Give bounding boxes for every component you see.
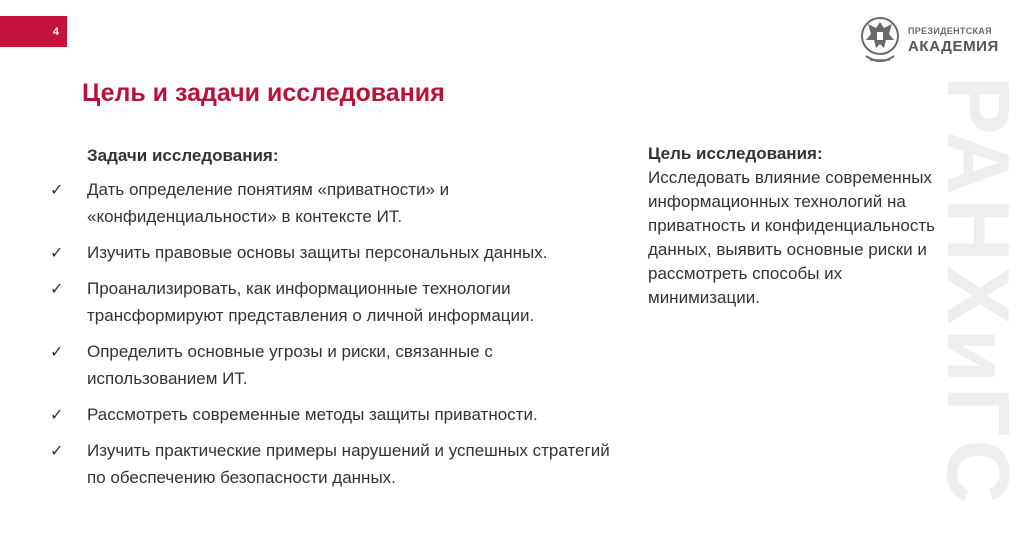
tasks-heading: Задачи исследования:: [87, 146, 279, 165]
task-item: [50, 239, 610, 266]
task-item: [50, 275, 610, 329]
double-headed-eagle-emblem-icon: [858, 12, 902, 68]
logo: [858, 10, 998, 70]
watermark: [929, 76, 1028, 539]
task-text: Изучить практические примеры нарушений и успешных стратегий по обеспечению безопасности данных.: [87, 441, 610, 487]
task-text: Дать определение понятиям «приватности» и «конфиденциальности» в контексте ИТ.: [87, 180, 450, 226]
slide-title: Цель и задачи исследования: [82, 79, 445, 107]
task-item: [50, 437, 610, 491]
logo-line-2: АКАДЕМИЯ: [908, 37, 999, 55]
task-item: [50, 176, 610, 230]
task-item: [50, 338, 610, 392]
checkmark-icon: ✓: [50, 243, 64, 262]
watermark-text: РАНХиГС: [929, 76, 1028, 508]
goal-text: Исследовать влияние современных информационных технологий на приватность и конфиденциальность данных, выявить основные риски и рассмотреть способы их минимизации.: [648, 168, 935, 307]
checkmark-icon: ✓: [50, 405, 64, 424]
checkmark-icon: ✓: [50, 342, 64, 361]
task-text: Рассмотреть современные методы защиты приватности.: [87, 405, 538, 424]
checkmark-icon: ✓: [50, 441, 64, 460]
task-text: Определить основные угрозы и риски, связанные с использованием ИТ.: [87, 342, 493, 388]
goal-heading: Цель исследования:: [648, 144, 823, 163]
goal-block: [648, 142, 948, 310]
checkmark-icon: ✓: [50, 180, 64, 199]
logo-line-1: ПРЕЗИДЕНТСКАЯ: [908, 25, 992, 36]
task-text: Изучить правовые основы защиты персональных данных.: [87, 243, 548, 262]
page-number: 4: [0, 16, 67, 47]
checkmark-icon: ✓: [50, 279, 64, 298]
task-text: Проанализировать, как информационные технологии трансформируют представления о личной информации.: [87, 279, 535, 325]
tasks-list: [50, 176, 610, 500]
task-item: [50, 401, 610, 428]
